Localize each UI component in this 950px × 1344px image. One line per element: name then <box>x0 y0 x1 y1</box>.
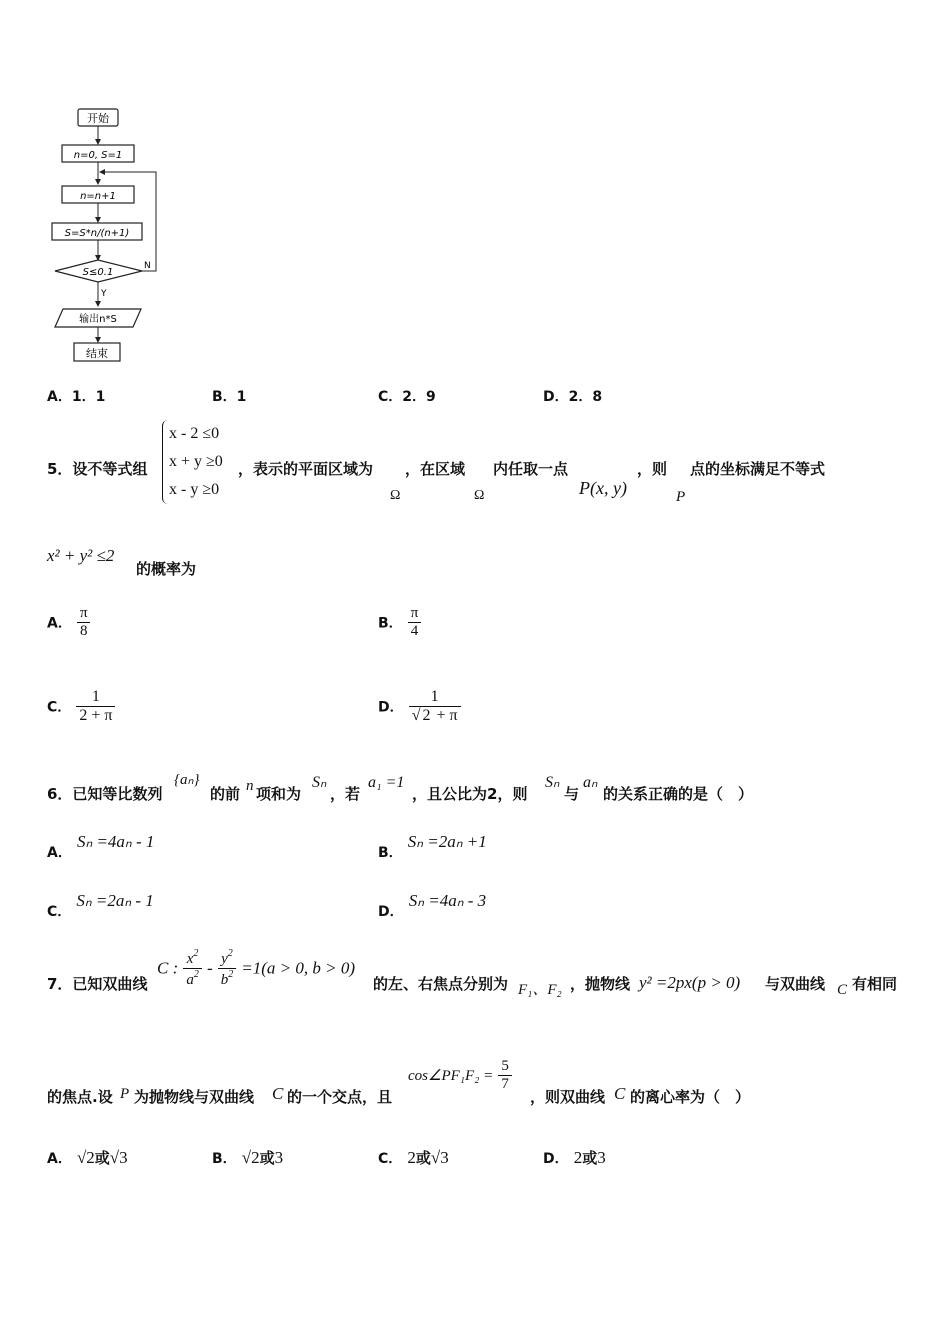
q5-p: P <box>676 489 686 505</box>
q6-an: aₙ <box>583 774 598 791</box>
q4-option-b[interactable]: B．1 <box>212 389 247 405</box>
q7-text3: ，抛物线 <box>570 975 631 993</box>
q7-option-d[interactable]: D． 2或3 <box>543 1148 606 1167</box>
q5-number: 5．设不等式组 <box>47 460 148 478</box>
q6-n: n <box>246 778 254 794</box>
q5-text1: ，表示的平面区域为 <box>238 460 374 478</box>
q7-p: P <box>120 1086 130 1102</box>
q5-omega-1: Ω <box>390 488 401 503</box>
q4-option-a[interactable]: A．1．1 <box>47 389 106 405</box>
q6-text3: 项和为 <box>256 785 302 803</box>
q6-text4: ，若 <box>330 785 361 803</box>
end-label: 结束 <box>86 347 108 360</box>
q7-text5: 有相同 <box>852 975 898 993</box>
q7-text6: 的焦点.设 <box>47 1088 113 1106</box>
q7-equation: C : $\frac{x^2}{a^2}$ - $\frac{y^2}{b^2}$ =1(a > 0, b > 0) <box>157 948 356 988</box>
q7-text8: 的一个交点，且 <box>287 1088 393 1106</box>
q7-text9: ，则双曲线 <box>530 1088 606 1106</box>
q5-point: P(x, y) <box>579 478 627 498</box>
q7-cos: cos∠PF₁F₂ = $\frac{5}{7}$ <box>408 1058 512 1093</box>
q6-a1: a₁ =1 <box>368 774 405 791</box>
update-label: S=S*n/(n+1) <box>64 228 130 239</box>
q5-inequality: x² + y² ≤2 <box>47 546 115 565</box>
q6-option-d[interactable]: D． Sₙ =4aₙ - 3 <box>378 891 487 920</box>
q7-text1: 7．已知双曲线 <box>47 975 148 993</box>
q4-option-d[interactable]: D．2．8 <box>543 389 603 405</box>
q6-option-a[interactable]: A． Sₙ =4aₙ - 1 <box>47 832 155 861</box>
yes-label: Y <box>101 289 107 299</box>
q7-c-2: C <box>272 1084 284 1103</box>
q6-option-b[interactable]: B． Sₙ =2aₙ +1 <box>378 832 487 861</box>
q7-c-3: C <box>614 1084 626 1103</box>
flowchart <box>45 100 175 370</box>
q5-omega-2: Ω <box>474 488 485 503</box>
output-label: 输出n*S <box>79 314 117 325</box>
start-label: 开始 <box>87 112 109 125</box>
init-label: n=0, S=1 <box>73 150 123 161</box>
q5-option-d[interactable]: D． $\frac{1}{√ 2 + \pi}$ <box>378 688 461 725</box>
q6-text2: 的前 <box>210 785 241 803</box>
q7-c: C <box>837 982 848 998</box>
q5-option-c[interactable]: C． $\frac{1}{2 + \pi}$ <box>47 688 115 725</box>
q5-option-a[interactable]: A． $\frac{\pi}{8}$ <box>47 605 91 640</box>
q5-text5: 点的坐标满足不等式 <box>690 460 826 478</box>
condition-label: S≤0.1 <box>82 267 114 278</box>
q7-text2: 的左、右焦点分别为 <box>373 975 509 993</box>
q7-text7: 为抛物线与双曲线 <box>134 1088 255 1106</box>
q5-system: x - 2 ≤0 x + y ≥0 x - y ≥0 <box>162 420 223 504</box>
increment-label: n=n+1 <box>80 191 116 202</box>
q5-text6: 的概率为 <box>136 560 197 578</box>
q6-seq: {aₙ} <box>174 772 200 788</box>
q6-sn-2: Sₙ <box>545 774 560 791</box>
q4-option-c[interactable]: C．2．9 <box>378 389 436 405</box>
q7-text4: 与双曲线 <box>765 975 826 993</box>
q5-text3: 内任取一点 <box>493 460 569 478</box>
q5-option-b[interactable]: B． $\frac{\pi}{4}$ <box>378 605 421 640</box>
q7-foci: F₁、F₂ <box>518 982 562 998</box>
q6-text1: 6．已知等比数列 <box>47 785 163 803</box>
no-label: N <box>144 261 151 271</box>
q7-option-b[interactable]: B． √2或3 <box>212 1148 284 1167</box>
q7-parabola: y² =2px(p > 0) <box>639 973 741 992</box>
q7-option-a[interactable]: A． √2或√3 <box>47 1148 128 1167</box>
q6-sn: Sₙ <box>312 774 327 791</box>
q6-text7: 的关系正确的是（ ） <box>603 785 754 803</box>
q6-text5: ，且公比为2，则 <box>412 785 528 803</box>
q7-text10: 的离心率为（ ） <box>630 1088 751 1106</box>
q6-text6: 与 <box>564 785 580 803</box>
q7-option-c[interactable]: C． 2或√3 <box>378 1148 449 1167</box>
q6-option-c[interactable]: C． Sₙ =2aₙ - 1 <box>47 891 154 920</box>
q5-text4: ，则 <box>637 460 668 478</box>
q5-text2: ，在区域 <box>405 460 466 478</box>
